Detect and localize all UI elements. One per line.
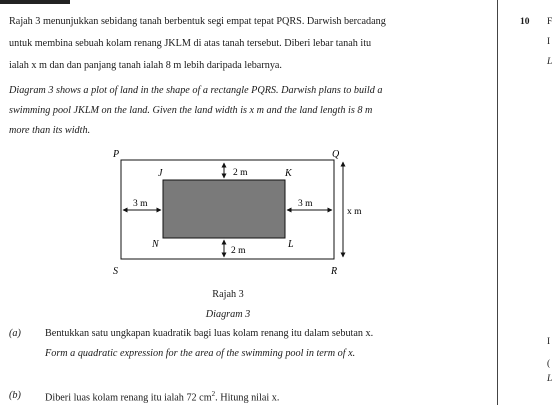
land-diagram	[100, 145, 380, 280]
margin-divider	[497, 0, 498, 405]
label-j: J	[158, 168, 163, 179]
top-gap-label: 2 m	[233, 168, 248, 178]
marks-label: 10	[520, 17, 530, 27]
label-k: K	[285, 168, 292, 179]
diagram-caption-en: Diagram 3	[205, 309, 251, 320]
part-b-text-post: . Hitung nilai x.	[215, 392, 280, 404]
label-s: S	[113, 266, 118, 277]
pool-rectangle-jklm	[163, 180, 285, 238]
margin-edge-char: I	[547, 37, 551, 47]
label-l: L	[288, 239, 294, 250]
margin-edge-char: (	[547, 359, 551, 369]
margin-edge-char: I	[547, 337, 551, 347]
margin-edge-char: F	[547, 17, 553, 27]
diagram-caption-my: Rajah 3	[212, 289, 244, 300]
question-text-en-line-3: more than its width.	[9, 125, 91, 136]
part-a-text-my: Bentukkan satu ungkapan kuadratik bagi luas kolam renang itu dalam sebutan x.	[45, 328, 374, 339]
question-text-en-line-1: Diagram 3 shows a plot of land in the shape of a rectangle PQRS. Darwish plans to build a	[9, 85, 383, 96]
question-text-my-line-2: untuk membina sebuah kolam renang JKLM di atas tanah tersebut. Diberi lebar tanah itu	[9, 38, 372, 49]
part-a-label: (a)	[9, 328, 21, 339]
bottom-gap-label: 2 m	[231, 246, 246, 256]
part-b-label: (b)	[9, 390, 21, 401]
label-p: P	[113, 149, 120, 160]
label-q: Q	[332, 149, 340, 160]
header-bar	[0, 0, 70, 4]
question-text-my-line-1: Rajah 3 menunjukkan sebidang tanah berbentuk segi empat tepat PQRS. Darwish bercadang	[9, 16, 386, 27]
part-b-superscript: 2	[211, 390, 216, 398]
height-label: x m	[347, 207, 362, 217]
label-n: N	[152, 239, 159, 250]
label-r: R	[331, 266, 338, 277]
question-text-my-line-3: ialah x m dan dan panjang tanah ialah 8 m lebih daripada lebarnya.	[9, 60, 282, 71]
part-b-text-pre: Diberi luas kolam renang itu ialah 72 cm	[45, 392, 212, 404]
part-b-text-my	[45, 391, 279, 404]
right-gap-label: 3 m	[298, 199, 313, 209]
part-a-text-en: Form a quadratic expression for the area of the swimming pool in term of x.	[45, 348, 356, 359]
left-gap-label: 3 m	[133, 199, 148, 209]
margin-edge-char: L	[547, 374, 553, 384]
margin-edge-char: L	[547, 57, 553, 67]
question-text-en-line-2: swimming pool JKLM on the land. Given the land width is x m and the land length is 8 m	[9, 105, 373, 116]
